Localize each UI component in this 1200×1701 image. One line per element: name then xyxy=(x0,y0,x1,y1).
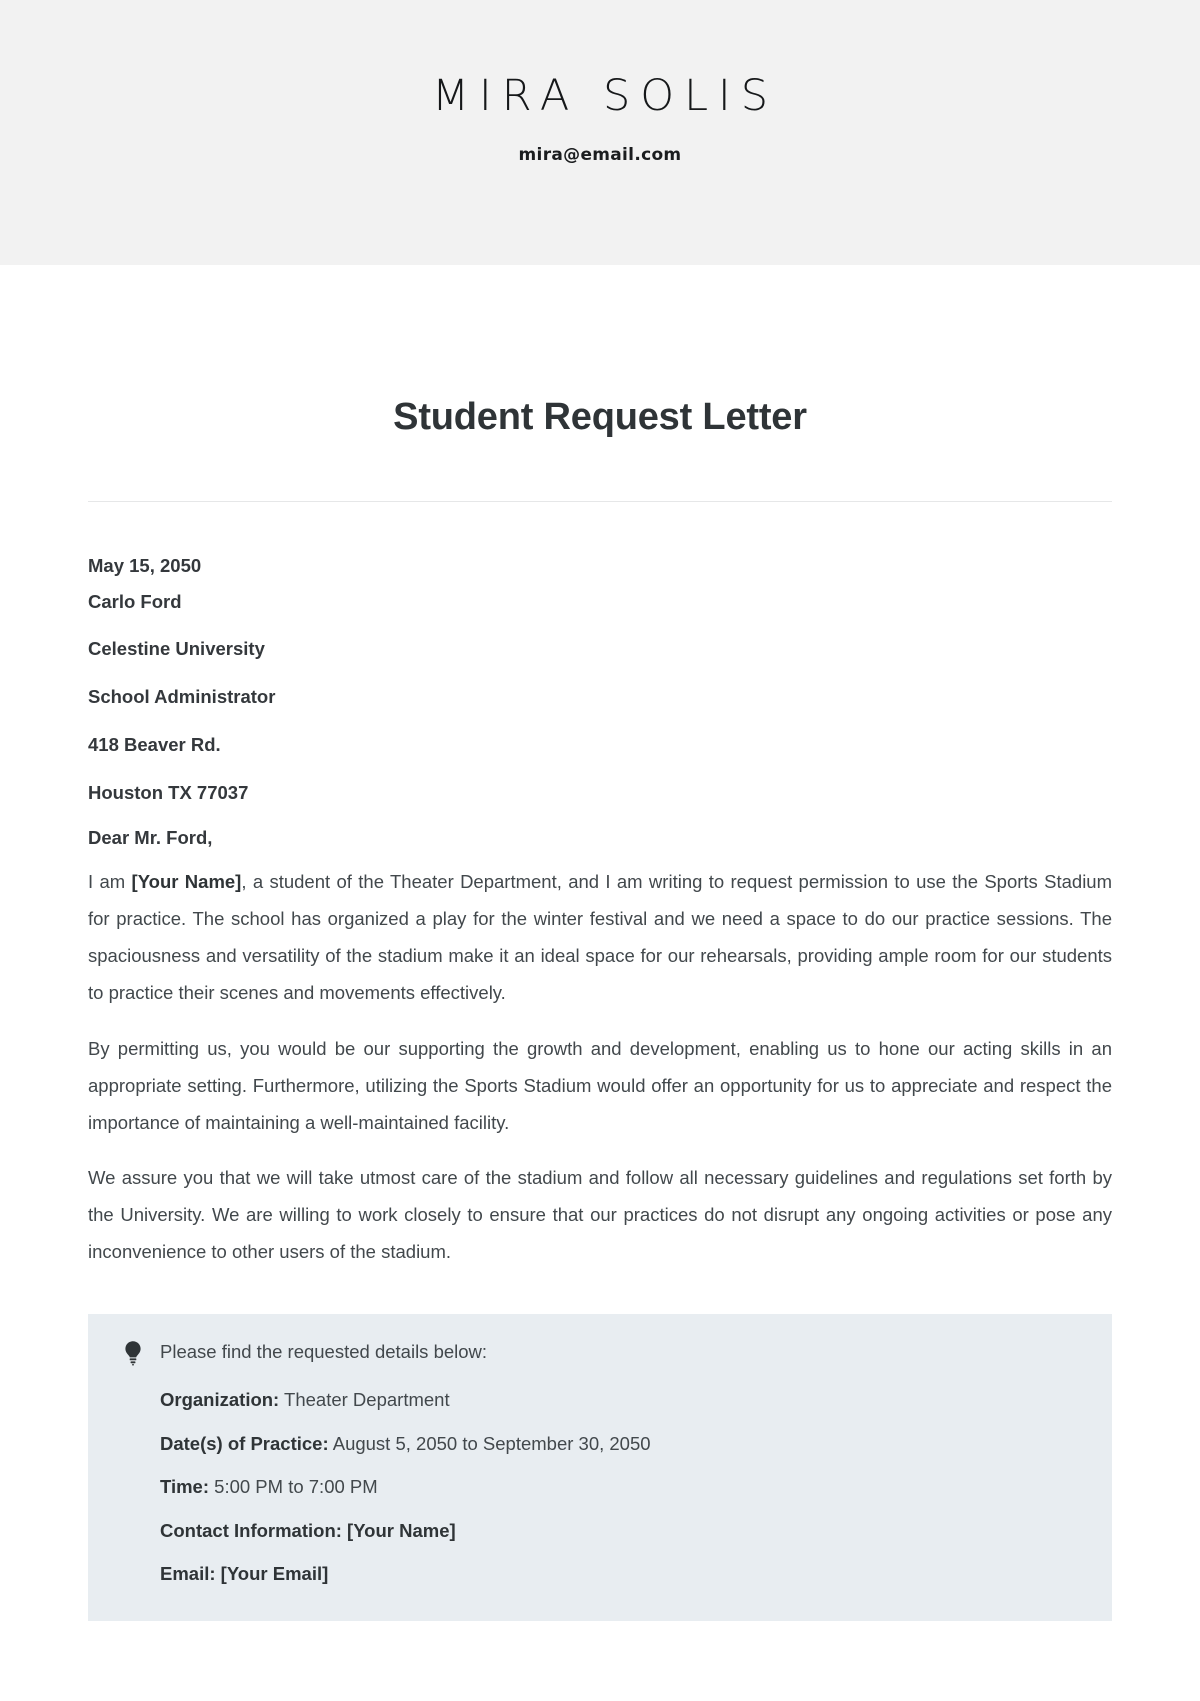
detail-label: Contact Information: xyxy=(160,1519,342,1541)
detail-label: Time: xyxy=(160,1476,210,1498)
detail-list xyxy=(122,1388,1078,1586)
detail-value: [Your Name] xyxy=(341,1519,456,1541)
placeholder-your-name: [Your Name] xyxy=(131,871,242,893)
salutation: Dear Mr. Ford, xyxy=(88,827,213,849)
detail-row xyxy=(160,1519,1078,1543)
address-block xyxy=(88,554,1112,805)
detail-label: Date(s) of Practice: xyxy=(160,1432,329,1454)
detail-row xyxy=(160,1388,1078,1412)
recipient-city-state-zip: Houston TX 77037 xyxy=(88,782,249,804)
recipient-name: Carlo Ford xyxy=(88,590,182,612)
recipient-organization: Celestine University xyxy=(88,637,265,659)
brand-name: MIRA SOLIS xyxy=(431,71,779,121)
recipient-job-title: School Administrator xyxy=(88,685,276,707)
letterhead-header xyxy=(0,0,1200,265)
detail-row xyxy=(160,1475,1078,1499)
callout-header xyxy=(122,1340,1078,1366)
lightbulb-icon xyxy=(122,1340,144,1366)
detail-value: August 5, 2050 to September 30, 2050 xyxy=(328,1432,651,1454)
detail-label: Organization: xyxy=(160,1389,280,1411)
title-divider xyxy=(88,501,1112,502)
document-page xyxy=(0,265,1200,1621)
body-paragraph-1 xyxy=(88,863,1112,1011)
detail-label: Email: xyxy=(160,1563,216,1585)
title-block xyxy=(88,265,1112,502)
brand-email: mira@email.com xyxy=(518,145,682,166)
letter-date: May 15, 2050 xyxy=(88,554,202,576)
body-paragraph-3: We assure you that we will take utmost care of the stadium and follow all necessary guidelines and regulations set forth by the University. We are willing to work closely to ensure that our practices do not disrupt any ongoing activities or pose any inconvenience to other users of the stadium. xyxy=(88,1167,1112,1263)
page-title: Student Request Letter xyxy=(393,396,807,438)
recipient-street: 418 Beaver Rd. xyxy=(88,734,221,756)
body-paragraph-2: By permitting us, you would be our supporting the growth and development, enabling us to hone our acting skills in an appropriate setting. Furthermore, utilizing the Sports Stadium would offer an opportunity for us to appreciate and respect the importance of maintaining a well-maintained facility. xyxy=(88,1037,1112,1133)
callout-intro-text: Please find the requested details below: xyxy=(160,1341,488,1363)
paragraph-1-lead: I am xyxy=(88,871,132,893)
detail-value: [Your Email] xyxy=(215,1563,329,1585)
detail-row xyxy=(160,1432,1078,1456)
requested-details-callout xyxy=(88,1314,1112,1620)
detail-value: Theater Department xyxy=(279,1389,450,1411)
paragraph-1-rest: , a student of the Theater Department, and I am writing to request permission to use the Sports Stadium for practice. The school has organized a play for the winter festival and we need a space to do our practice sessions. The spaciousness and versatility of the stadium make it an ideal space for our rehearsals, providing ample room for our students to practice their scenes and movements effectively. xyxy=(88,871,1112,1004)
detail-value: 5:00 PM to 7:00 PM xyxy=(209,1476,378,1498)
detail-row xyxy=(160,1562,1078,1586)
